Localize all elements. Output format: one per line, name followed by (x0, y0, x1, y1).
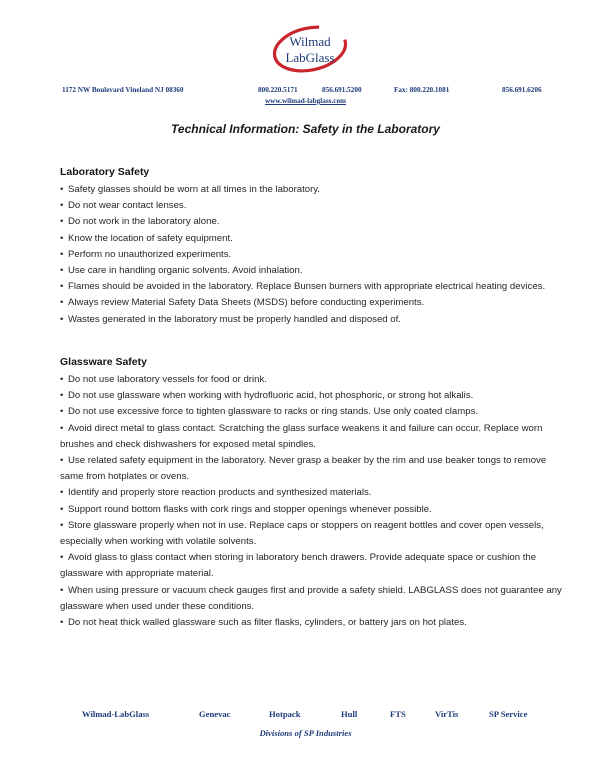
logo-swoosh-icon (264, 22, 356, 78)
list-item: • Do not use glassware when working with hydrofluoric acid, hot phosphoric, or strong hot alkalis. (60, 388, 565, 404)
list-item: • Safety glasses should be worn at all times in the laboratory. (60, 182, 565, 198)
page-title: Technical Information: Safety in the Laboratory (171, 122, 440, 136)
brand-hull: Hull (341, 709, 358, 719)
list-item: • Do not work in the laboratory alone. (60, 214, 565, 230)
bullet-icon: • (60, 552, 64, 564)
bullet-icon: • (60, 617, 64, 629)
list-item: • Always review Material Safety Data Sheets (MSDS) before conducting experiments. (60, 295, 565, 311)
section-laboratory-safety (60, 166, 565, 328)
list-item: • Store glassware properly when not in use. Replace caps or stoppers on reagent bottles and cover open vessels, especially when working with volatile solvents. (60, 519, 544, 548)
bullet-icon: • (60, 455, 64, 467)
list-item: • Do not use excessive force to tighten glassware to racks or ring stands. Use only coated clamps. (60, 404, 565, 420)
list-item: • Avoid glass to glass contact when storing in laboratory bench drawers. Provide adequate space or cushion the glassware with appropriate material. (60, 552, 537, 580)
bullet-list (60, 372, 565, 631)
bullet-list (60, 182, 565, 328)
fax-secondary: 856.691.6206 (502, 86, 542, 94)
bullet-icon: • (60, 216, 64, 228)
bullet-icon: • (60, 232, 64, 244)
brand-virtis: VirTis (435, 709, 459, 719)
logo-text-line1: Wilmad (289, 34, 331, 49)
bullet-icon: • (60, 281, 64, 293)
list-item: • Perform no unauthorized experiments. (60, 247, 565, 263)
bullet-icon: • (60, 374, 64, 385)
address: 1172 NW Boulevard Vineland NJ 08360 (62, 86, 184, 94)
bullet-icon: • (60, 503, 64, 515)
list-item: • Do not heat thick walled glassware such as filter flasks, cylinders, or battery jars on hot plates. (60, 615, 565, 631)
section-glassware-safety (60, 356, 565, 631)
bullet-icon: • (60, 313, 64, 325)
list-item: • Flames should be avoided in the laboratory. Replace Bunsen burners with appropriate electrical heating devices. (60, 279, 565, 295)
bullet-icon: • (60, 297, 64, 309)
bullet-icon: • (60, 184, 64, 195)
list-item: • Wastes generated in the laboratory must be properly handled and disposed of. (60, 312, 565, 328)
bullet-icon: • (60, 265, 64, 277)
bullet-icon: • (60, 200, 64, 212)
section-heading: Glassware Safety (60, 356, 147, 368)
brand-sp-service: SP Service (489, 709, 528, 719)
bullet-icon: • (60, 519, 64, 531)
list-item: • Avoid direct metal to glass contact. Scratching the glass surface weakens it and failure can occur. Replace worn brushes and check dishwashers for exposed metal spindles. (60, 422, 543, 450)
logo-text-line2: LabGlass (285, 50, 335, 65)
brand-genevac: Genevac (199, 709, 231, 719)
brand-hotpack: Hotpack (269, 709, 301, 719)
list-item: • Use care in handling organic solvents. Avoid inhalation. (60, 263, 565, 279)
company-logo (264, 22, 356, 78)
bullet-icon: • (60, 584, 64, 596)
list-item: • Do not wear contact lenses. (60, 198, 565, 214)
website-link[interactable]: www.wilmad-labglass.com (264, 97, 347, 105)
bullet-icon: • (60, 406, 64, 418)
divisions-tagline: Divisions of SP Industries (259, 728, 352, 738)
fax-number: Fax: 800.220.1081 (394, 86, 450, 94)
bullet-icon: • (60, 390, 64, 402)
list-item: • Identify and properly store reaction products and synthesized materials. (60, 485, 565, 501)
phone-primary: 800.220.5171 (258, 86, 298, 94)
phone-secondary: 856.691.5200 (322, 86, 362, 94)
bullet-icon: • (60, 248, 64, 260)
brand-fts: FTS (390, 709, 406, 719)
brand-wilmad-labglass: Wilmad-LabGlass (82, 709, 150, 719)
section-heading: Laboratory Safety (60, 166, 150, 178)
list-item: • Know the location of safety equipment. (60, 231, 565, 247)
bullet-icon: • (60, 487, 64, 499)
bullet-icon: • (60, 422, 64, 434)
list-item: • Support round bottom flasks with cork rings and stopper openings whenever possible. (60, 502, 565, 518)
list-item: • Do not use laboratory vessels for food or drink. (60, 372, 565, 388)
list-item: • When using pressure or vacuum check gauges first and provide a safety shield. LABGLASS does not guarantee any glassware when used under these conditions. (60, 584, 562, 612)
list-item: • Use related safety equipment in the laboratory. Never grasp a beaker by the rim and use beaker tongs to remove same from hotplates or ovens. (60, 455, 547, 483)
